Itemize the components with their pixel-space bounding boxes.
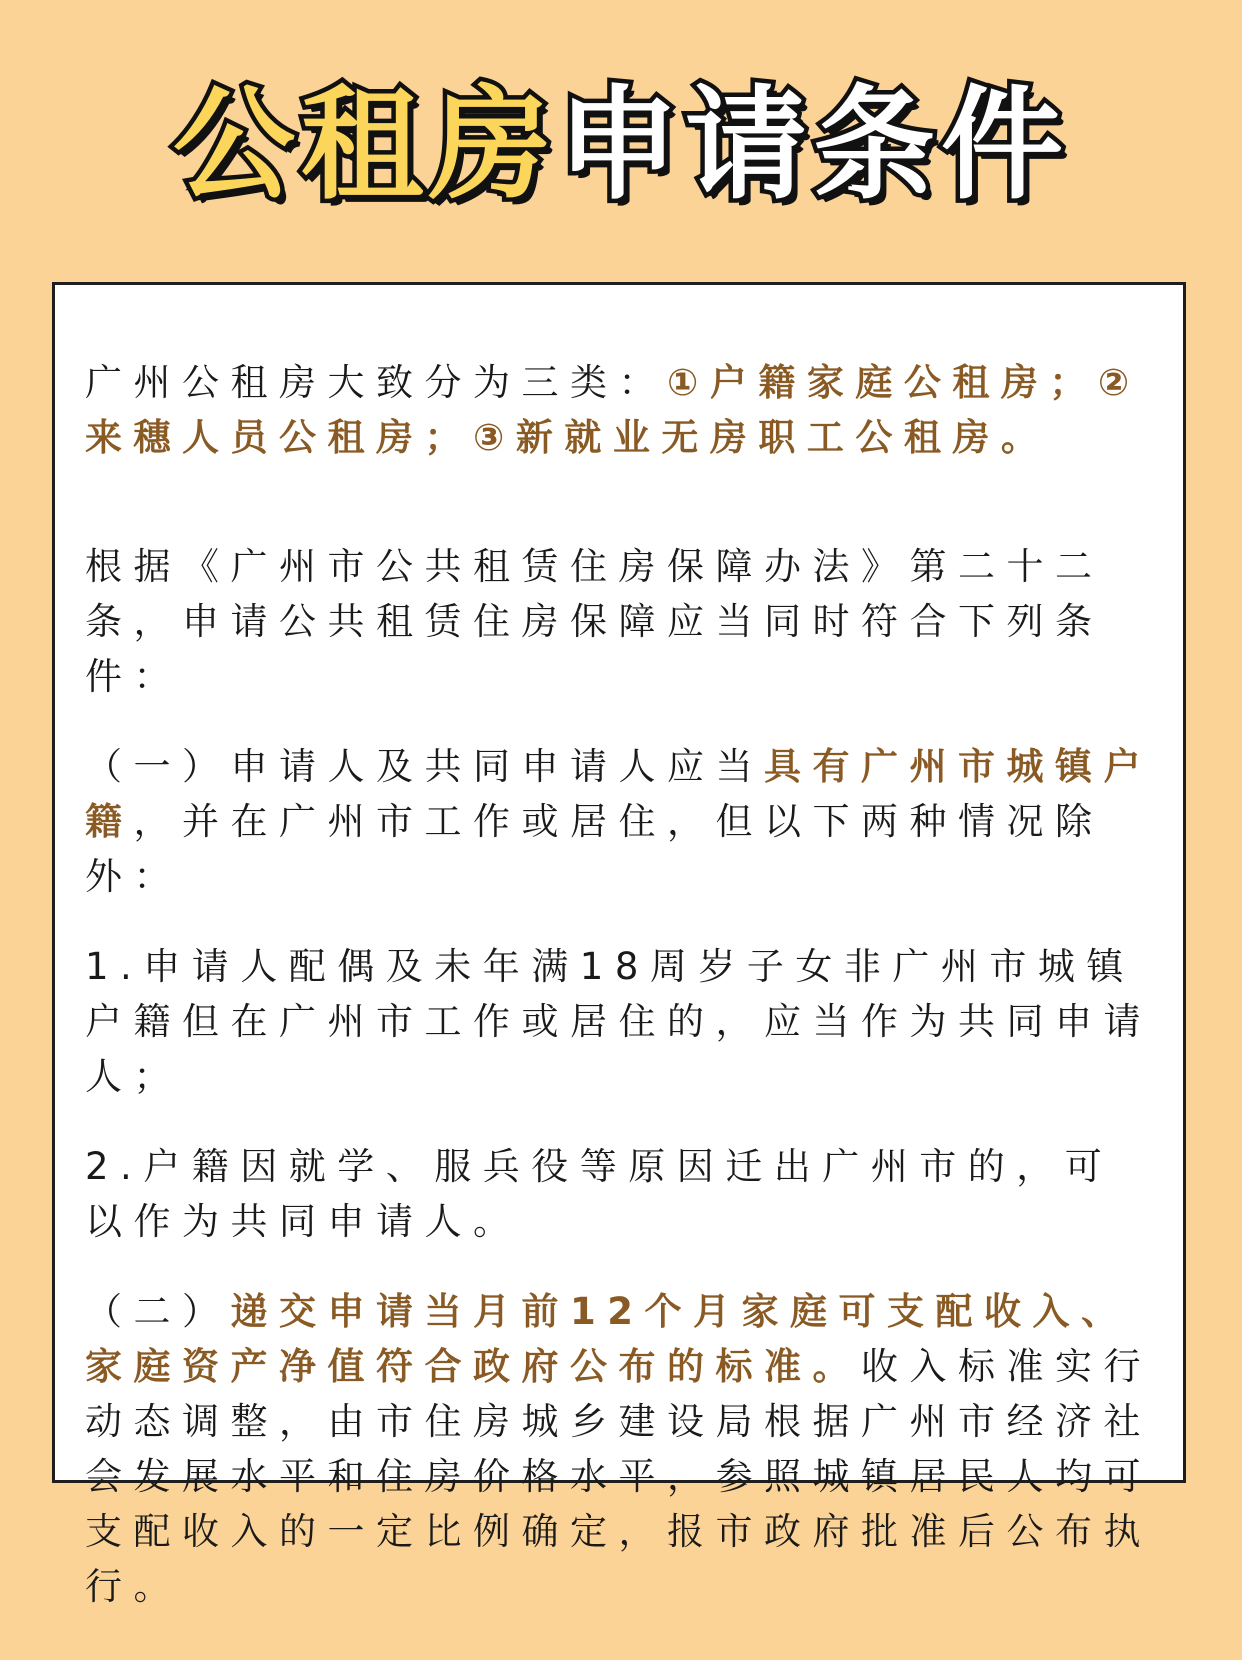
condition-1-rest: ，并在广州市工作或居住，但以下两种情况除外： [85,800,1104,898]
basis-paragraph: 根据《广州市公共租赁住房保障办法》第二十二条，申请公共租赁住房保障应当同时符合下列条件： [85,545,1104,698]
condition-2-prefix: （二） [85,1290,231,1333]
content-card [52,282,1186,1608]
condition-2-highlight: 递交申请当月前12个月家庭可支配收入、家庭资产净值符合政府公布的标准。 [85,1290,1130,1388]
page-title [0,60,1242,230]
intro-lead: 广州公租房大致分为三类： [85,361,667,404]
intro-paragraph [85,355,1157,465]
condition-2-rest: 收入标准实行动态调整，由市住房城乡建设局根据广州市经济社会发展水平和住房价格水平，参照城镇居民人均可支配收入的一定比例确定，报市政府批准后公布执行。 [85,1345,1152,1608]
condition-1-paragraph [85,739,1157,904]
exception-2-paragraph: 2.户籍因就学、服兵役等原因迁出广州市的，可以作为共同申请人。 [85,1145,1114,1243]
exception-1-paragraph: 1.申请人配偶及未年满18周岁子女非广州市城镇户籍但在广州市工作或居住的，应当作为共同申请人； [85,945,1152,1098]
condition-1-prefix: （一）申请人及共同申请人应当 [85,745,764,788]
intro-categories: ①户籍家庭公租房；②来穗人员公租房；③新就业无房职工公租房。 [85,361,1141,459]
title-part-2: 申请条件 [557,74,1069,216]
condition-1-highlight: 具有广州市城镇户籍 [85,745,1152,843]
content-body [85,355,1157,1614]
condition-2-paragraph [85,1284,1157,1614]
title-part-1: 公租房 [173,74,557,216]
